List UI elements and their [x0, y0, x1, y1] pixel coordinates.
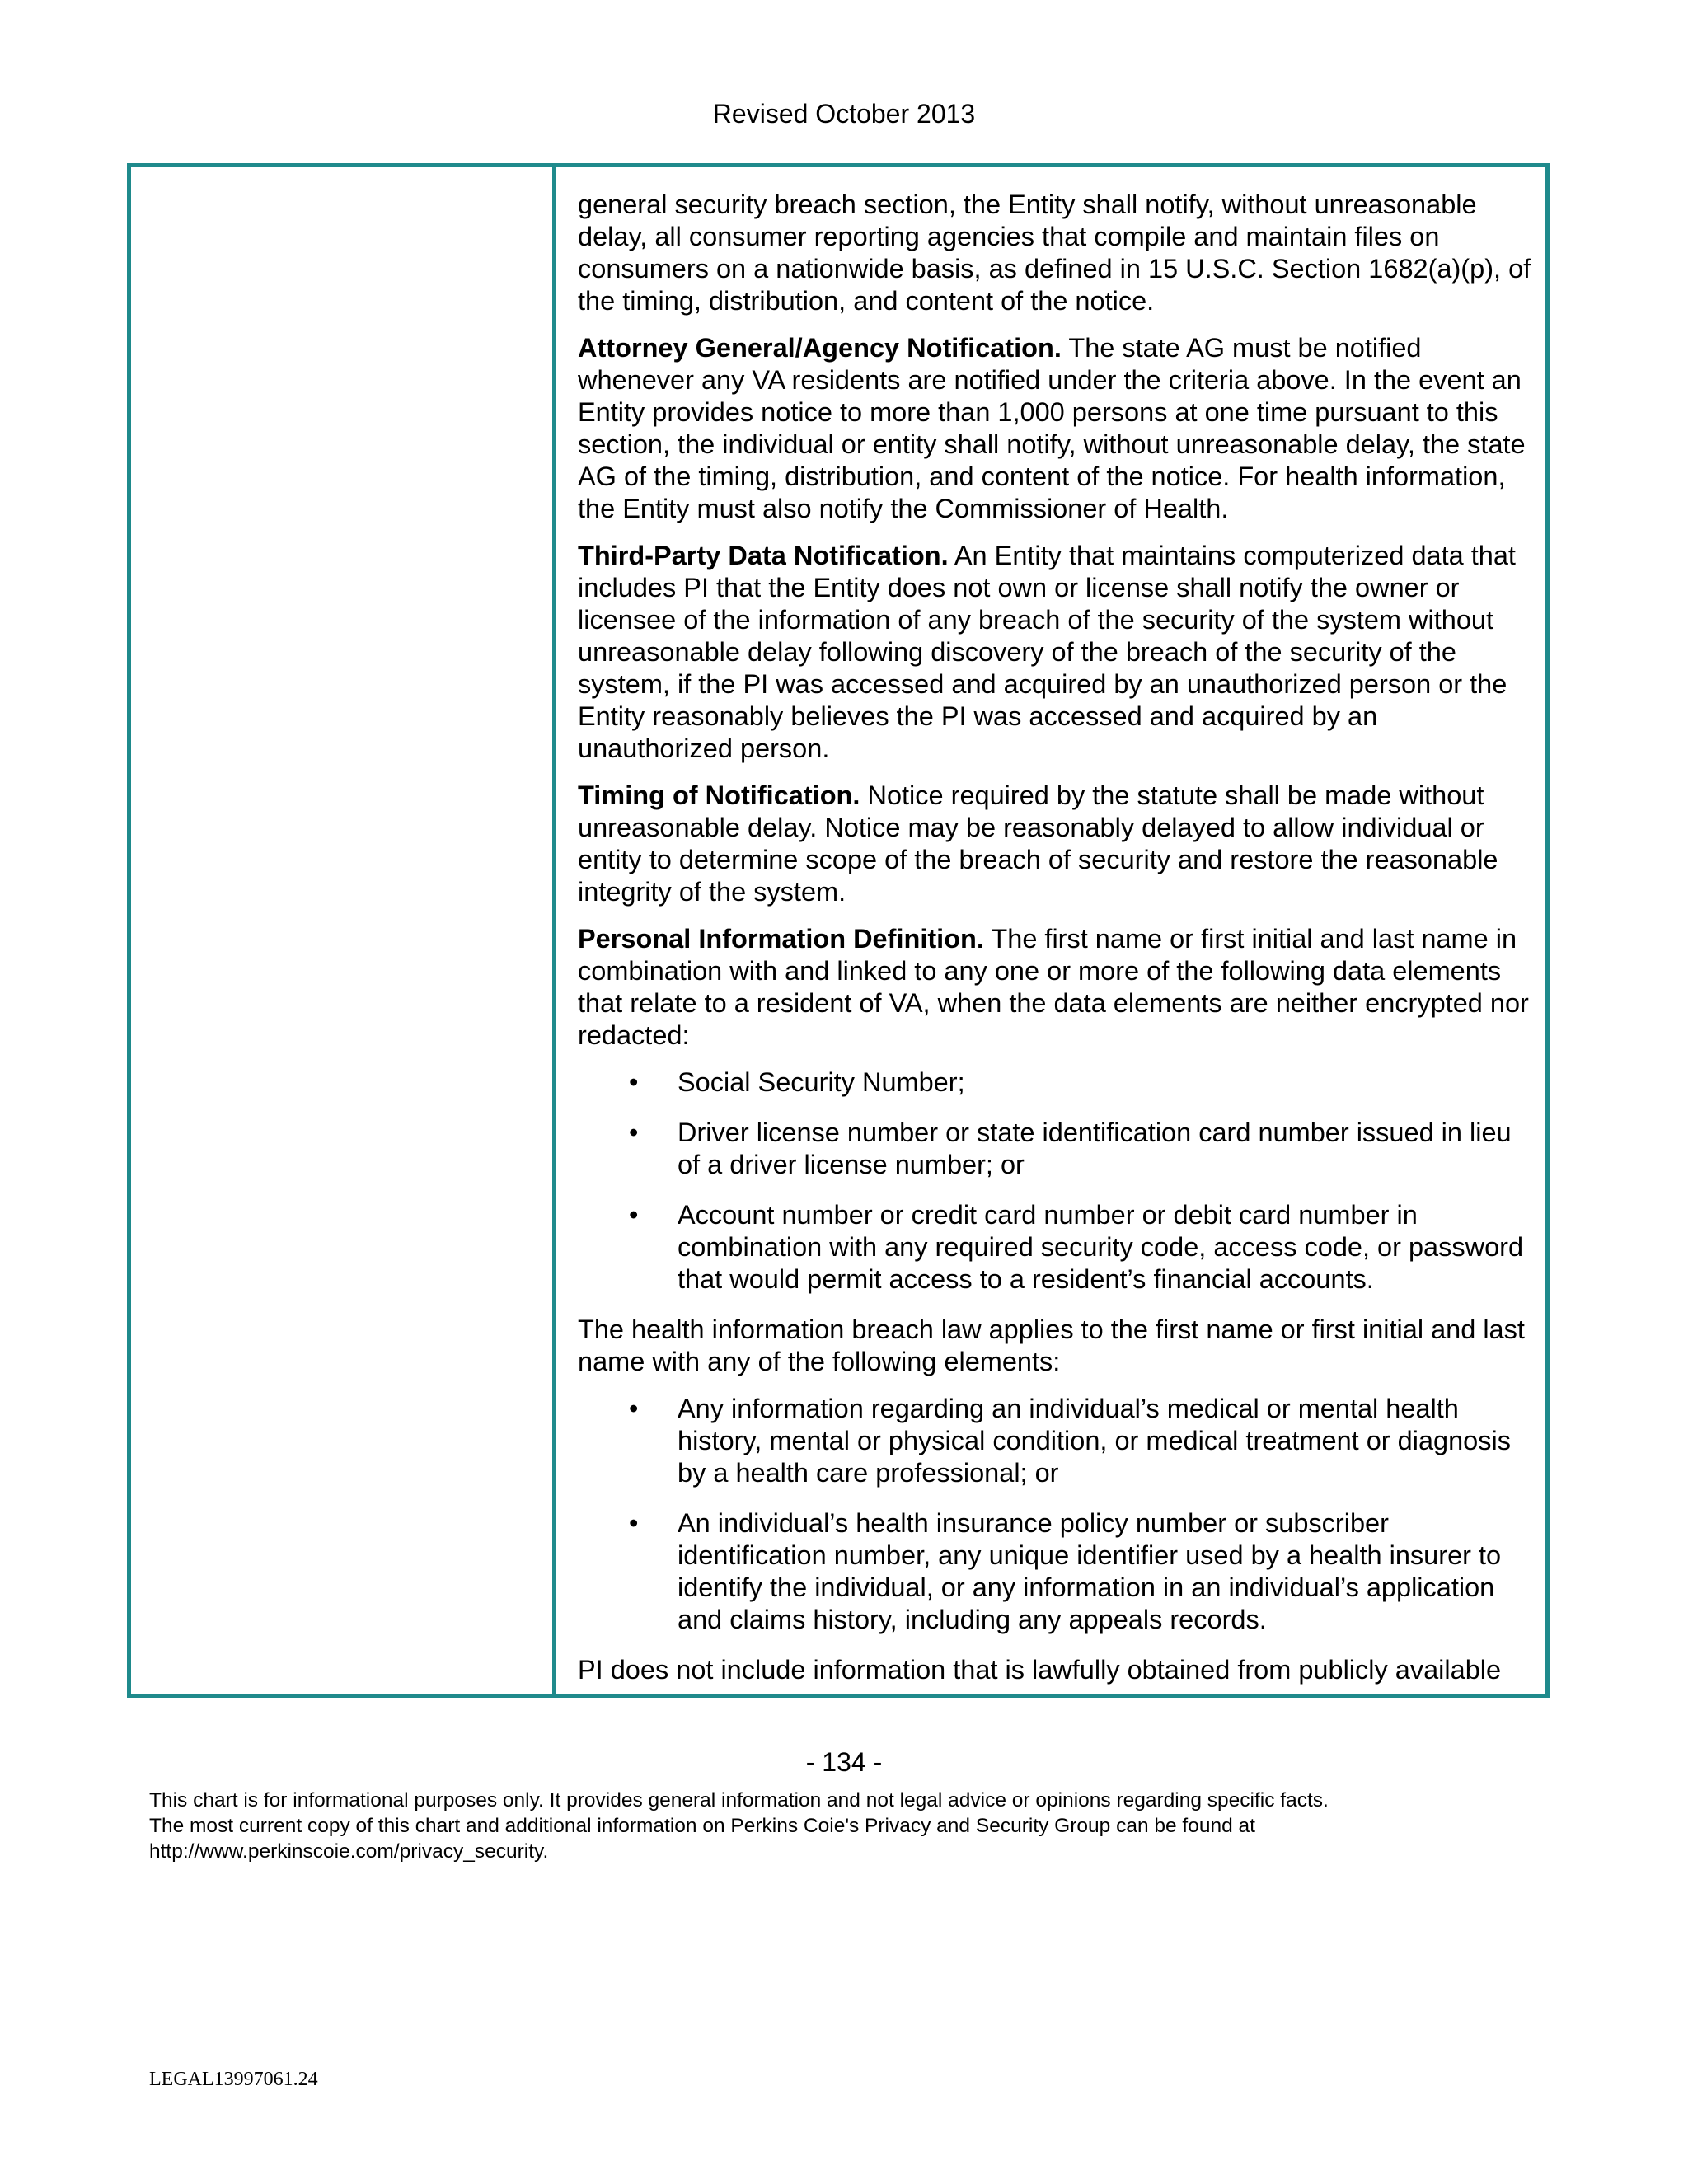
closing-paragraph: PI does not include information that is lawfully obtained from publicly available [578, 1655, 1502, 1685]
list-item-text: Social Security Number; [678, 1067, 965, 1097]
footer-link[interactable]: http://www.perkinscoie.com/privacy_security. [149, 1840, 549, 1863]
list-item-text: An individual’s health insurance policy number or subscriber identification number, any unique identifier used by a health insurer to identify the individual, or any information in an individual’s application and claims history, including any appeals records. [678, 1508, 1502, 1634]
list-item-text: Driver license number or state identification card number issued in lieu of a driver license number; or [678, 1118, 1512, 1179]
ag-notification-heading: Attorney General/Agency Notification. [578, 333, 1062, 363]
ag-notification-paragraph [578, 332, 1536, 525]
list-item [578, 1117, 1536, 1181]
page-number: - 134 - [805, 1747, 883, 1777]
pi-definition-text: The first name or first initial and last name in combination with and linked to any one or more of the following data elements that relate to a resident of VA, when the data elements are neither encrypted nor redacted: [578, 924, 1529, 1050]
third-party-paragraph [578, 540, 1536, 765]
pi-definition-paragraph [578, 923, 1536, 1052]
timing-text: Notice required by the statute shall be made without unreasonable delay. Notice may be reasonably delayed to allow individual or entity to determine scope of the breach of security and restore the reasonable integrity of the system. [578, 780, 1498, 907]
timing-paragraph [578, 780, 1536, 908]
list-item [578, 1507, 1536, 1636]
health-elements-list [578, 1393, 1536, 1636]
ag-notification-text: The state AG must be notified whenever any VA residents are notified under the criteria above. In the event an Entity provides notice to more than 1,000 persons at one time pursuant to this section, the individual or entity shall notify, without unreasonable delay, the state AG of the timing, distribution, and content of the notice. For health information, the Entity must also notify the Commissioner of Health. [578, 333, 1526, 523]
footer-line-2: The most current copy of this chart and additional information on Perkins Coie's Privacy and Security Group can be found at [149, 1815, 1255, 1837]
table-left-cell [131, 167, 556, 1694]
page-header-revision: Revised October 2013 [712, 99, 976, 129]
list-item [578, 1199, 1536, 1296]
list-item-text: Any information regarding an individual’s medical or mental health history, mental or physical condition, or medical treatment or diagnosis by a health care professional; or [678, 1394, 1511, 1488]
bullet-icon: • [629, 1118, 639, 1147]
third-party-text: An Entity that maintains computerized data that includes PI that the Entity does not own or license shall notify the owner or licensee of the information of any breach of the security of the system without unreasonable delay following discovery of the breach of the security of the system, if the PI was accessed and acquired by an unauthorized person or the Entity reasonably believes the PI was accessed and acquired by an unauthorized person. [578, 541, 1516, 763]
footer-line-1: This chart is for informational purposes only. It provides general information and not legal advice or opinions regarding specific facts. [149, 1789, 1329, 1811]
timing-heading: Timing of Notification. [578, 780, 860, 810]
pi-definition-heading: Personal Information Definition. [578, 924, 984, 954]
bullet-icon: • [629, 1067, 639, 1097]
table-right-cell [578, 189, 1536, 1701]
content-table [127, 163, 1550, 1698]
bullet-icon: • [629, 1200, 639, 1230]
bullet-icon: • [629, 1508, 639, 1538]
list-item [578, 1393, 1536, 1489]
third-party-heading: Third-Party Data Notification. [578, 541, 949, 570]
bullet-icon: • [629, 1394, 639, 1423]
disclaimer-footer [149, 1788, 1550, 1864]
pi-elements-list [578, 1066, 1536, 1296]
health-intro-paragraph: The health information breach law applies to the first name or first initial and last name with any of the following elements: [578, 1315, 1525, 1376]
list-item-text: Account number or credit card number or debit card number in combination with any required security code, access code, or password that would permit access to a resident’s financial accounts. [678, 1200, 1524, 1294]
document-id: LEGAL13997061.24 [149, 2069, 318, 2090]
continuation-paragraph: general security breach section, the Entity shall notify, without unreasonable delay, all consumer reporting agencies that compile and maintain files on consumers on a nationwide basis, as defined in 15 U.S.C. Section 1682(a)(p), of the timing, distribution, and content of the notice. [578, 190, 1531, 316]
list-item [578, 1066, 1536, 1099]
